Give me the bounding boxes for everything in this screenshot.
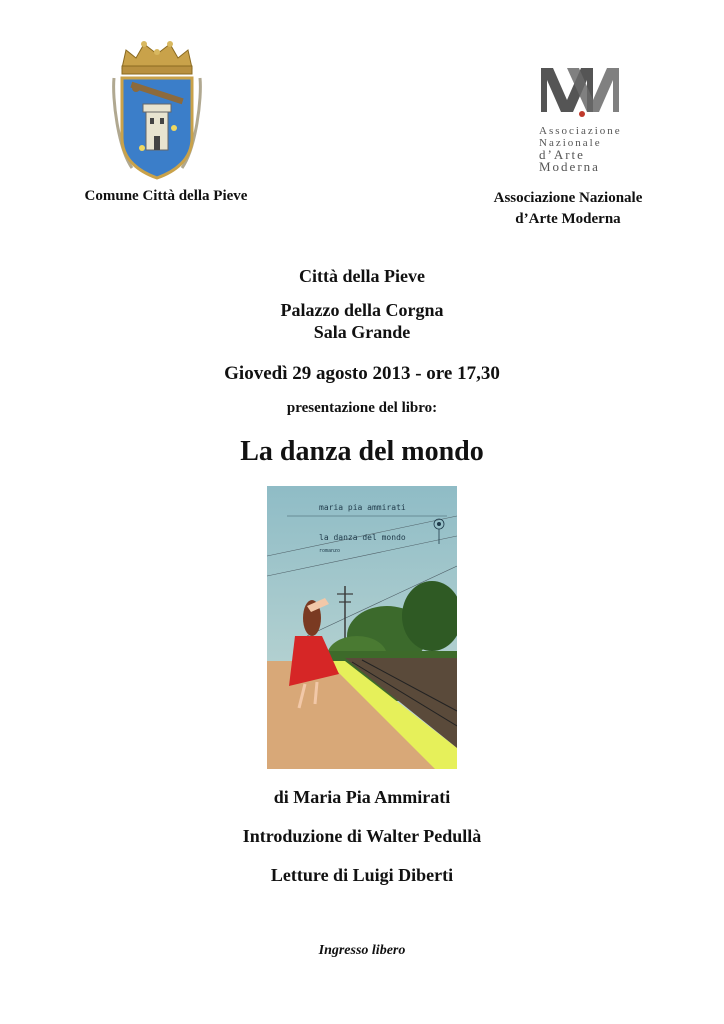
anam-monogram-icon — [537, 60, 623, 120]
logo-text-line: d’Arte — [539, 147, 585, 162]
crown-icon — [122, 41, 192, 74]
logo-text-line: Moderna — [539, 159, 600, 174]
association-name-line1: Associazione Nazionale — [493, 190, 643, 206]
comune-name: Comune Città della Pieve — [84, 188, 248, 204]
event-venue: Palazzo della Corgna — [280, 300, 444, 320]
cover-title: la danza del mondo — [319, 533, 406, 542]
anam-logo — [537, 60, 623, 174]
cover-subtitle: romanzo — [319, 548, 341, 554]
coat-of-arms-icon — [112, 38, 202, 180]
event-datetime: Giovedì 29 agosto 2013 - ore 17,30 — [224, 363, 500, 384]
readings-credit: Letture di Luigi Diberti — [270, 865, 454, 885]
cover-author: maria pia ammirati — [319, 503, 406, 512]
event-city: Città della Pieve — [299, 266, 425, 286]
event-room: Sala Grande — [313, 322, 411, 342]
logo-text-line: Associazione — [539, 125, 622, 137]
free-entry-note: Ingresso libero — [318, 943, 406, 958]
author-credit: di Maria Pia Ammirati — [273, 787, 451, 807]
book-cover-image — [267, 486, 457, 769]
association-name-line2: d’Arte Moderna — [515, 211, 621, 227]
book-title: La danza del mondo — [240, 436, 484, 467]
introduction-credit: Introduzione di Walter Pedullà — [242, 826, 482, 846]
presentation-intro: presentazione del libro: — [286, 400, 438, 416]
association-name — [478, 188, 658, 230]
logo-text-line: Nazionale — [539, 137, 602, 149]
